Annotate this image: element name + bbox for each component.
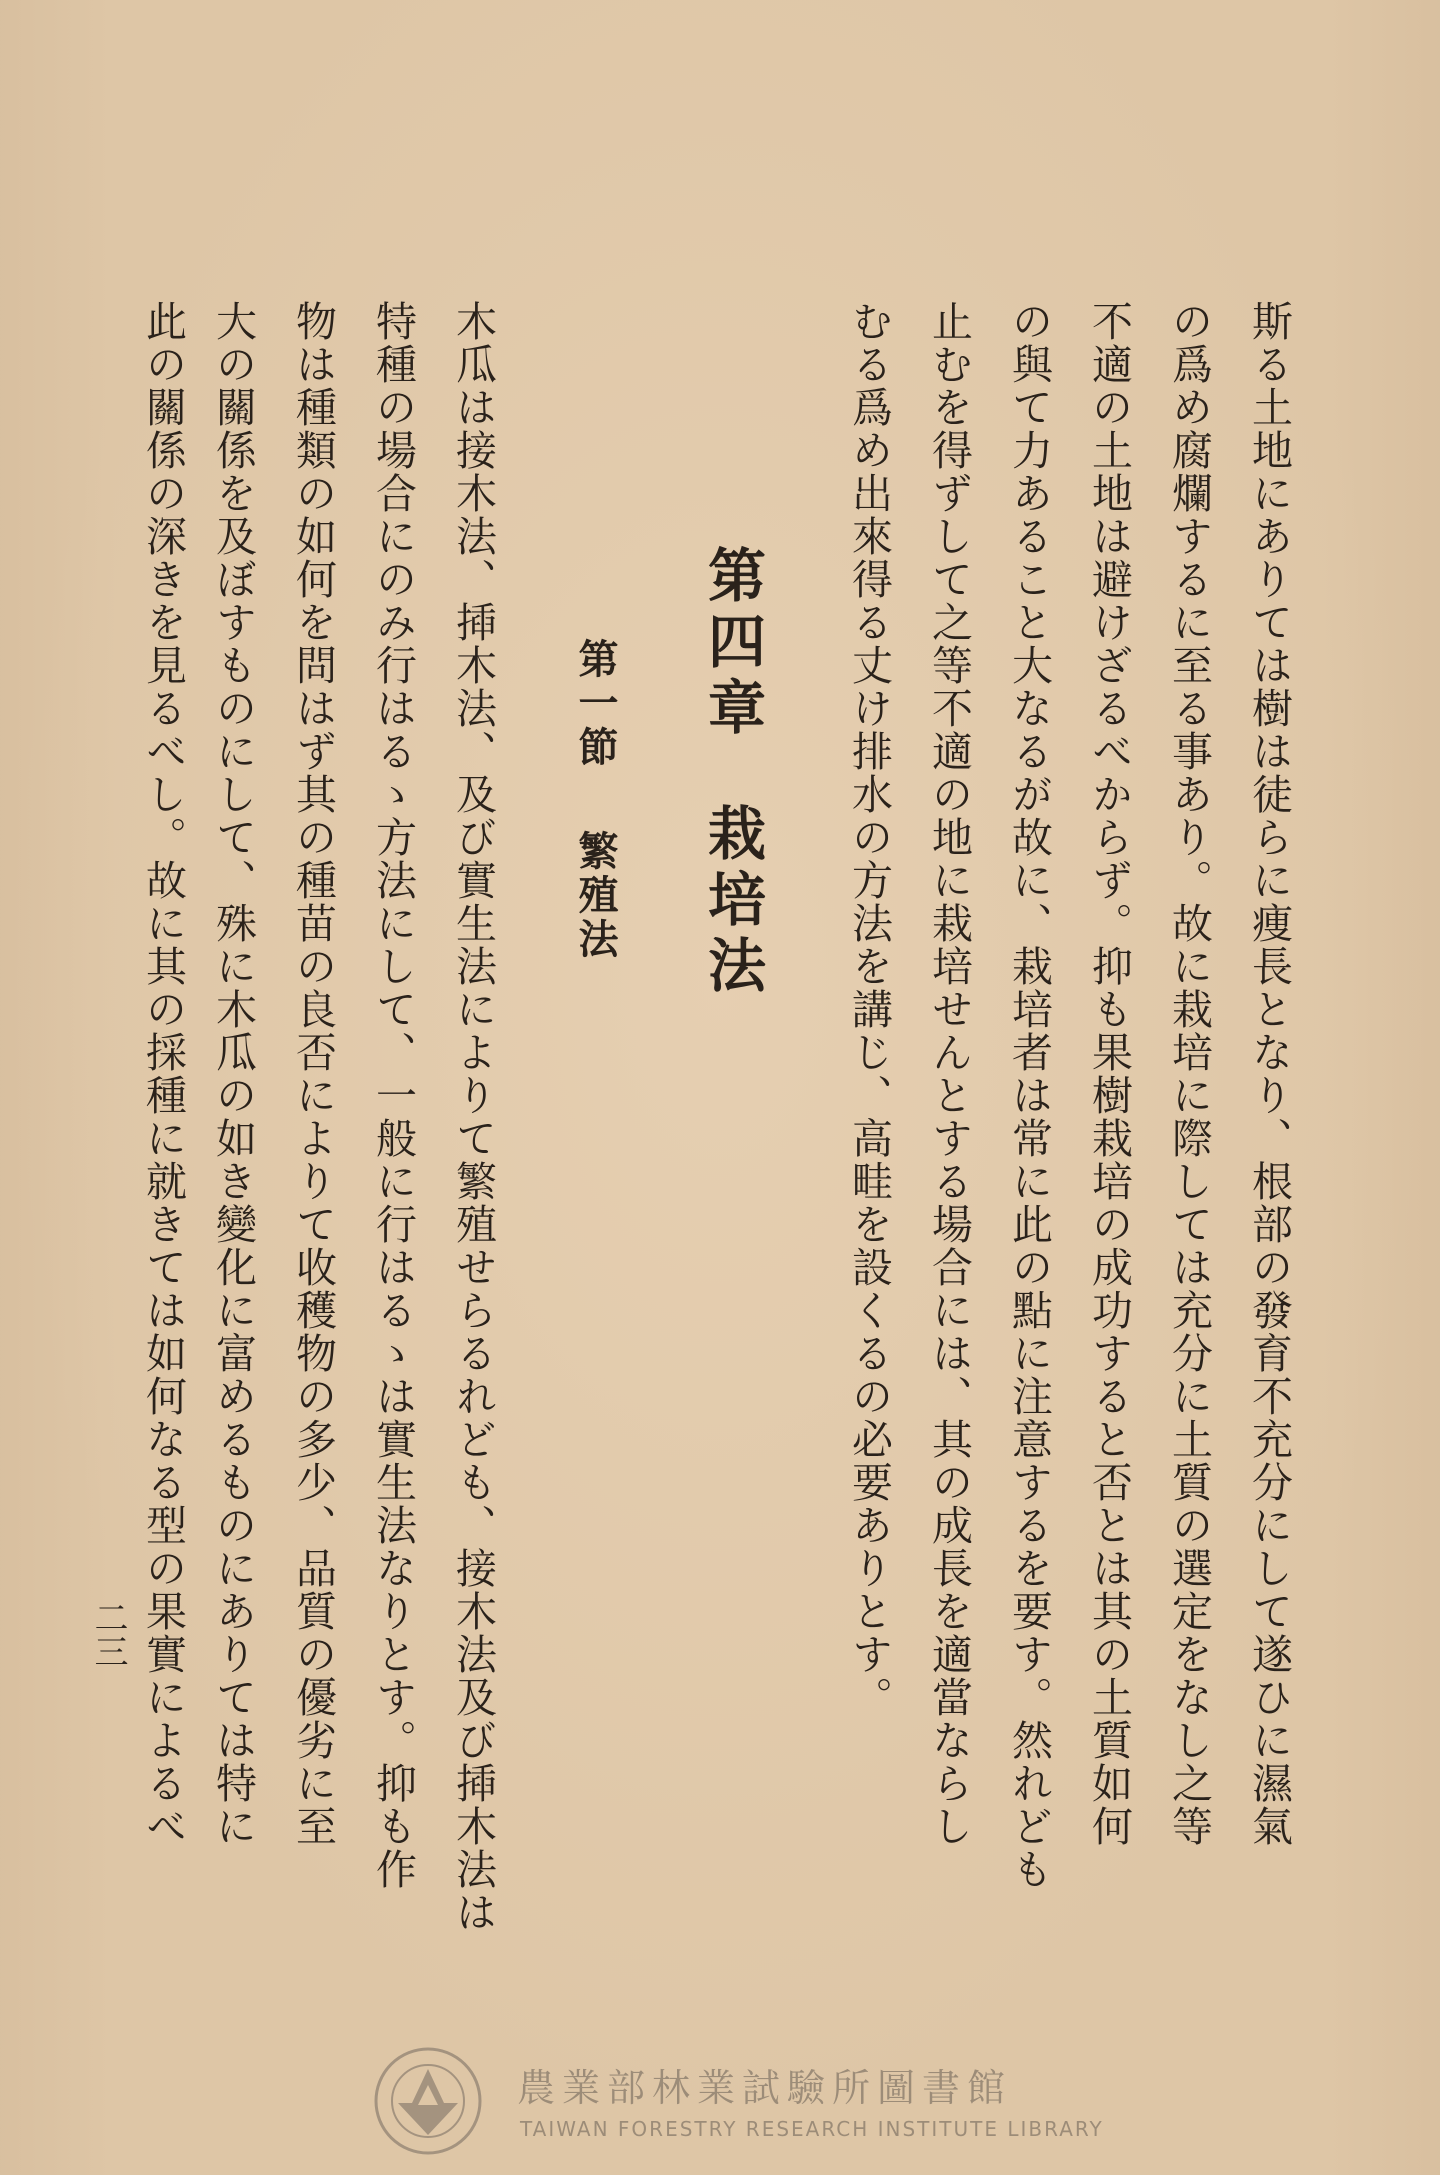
chapter-number: 第四章	[698, 545, 766, 743]
text-column: 木瓜は接木法、揷木法、及び實生法によりて繁殖せらるれども、接木法及び揷木法は	[449, 300, 497, 1934]
text-column: 止むを得ずして之等不適の地に栽培せんとする場合には、其の成長を適當ならし	[925, 300, 973, 1848]
text-column: の與て力あること大なるが故に、栽培者は常に此の點に注意するを要す。然れども	[1005, 300, 1053, 1891]
text-column: 物は種類の如何を問はず其の種苗の良否によりて收穫物の多少、品質の優劣に至	[289, 300, 337, 1848]
section-number: 第一節	[572, 638, 619, 770]
text-column: 大の關係を及ぼすものにして、殊に木瓜の如き變化に富めるものにありては特に	[209, 300, 257, 1848]
forestry-institute-seal-icon	[372, 2045, 484, 2157]
library-watermark	[372, 2045, 1104, 2155]
chapter-title: 栽培法	[698, 803, 766, 1001]
text-column: 斯る土地にありては樹は徒らに痩長となり、根部の發育不充分にして遂ひに濕氣	[1245, 300, 1293, 1848]
chapter-heading	[690, 545, 774, 1001]
section-title: 繁殖法	[572, 830, 619, 962]
text-column: 此の關係の深きを見るべし。故に其の採種に就きては如何なる型の果實によるべ	[139, 300, 187, 1848]
text-column: の爲め腐爛するに至る事あり。故に栽培に際しては充分に土質の選定をなし之等	[1165, 300, 1213, 1848]
watermark-title: 農業部林業試驗所圖書館	[517, 2066, 1013, 2110]
text-column: 特種の場合にのみ行はるゝ方法にして、一般に行はるゝは實生法なりとす。抑も作	[369, 300, 417, 1891]
section-heading	[567, 638, 624, 962]
text-column: 不適の土地は避けざるべからず。抑も果樹栽培の成功すると否とは其の土質如何	[1085, 300, 1133, 1848]
text-column: むる爲め出來得る丈け排水の方法を講じ、高畦を設くるの必要ありとす。	[845, 300, 893, 1719]
page-number: 二三	[88, 1600, 128, 1668]
watermark-subtitle: TAIWAN FORESTRY RESEARCH INSTITUTE LIBRARY	[520, 2117, 1104, 2141]
